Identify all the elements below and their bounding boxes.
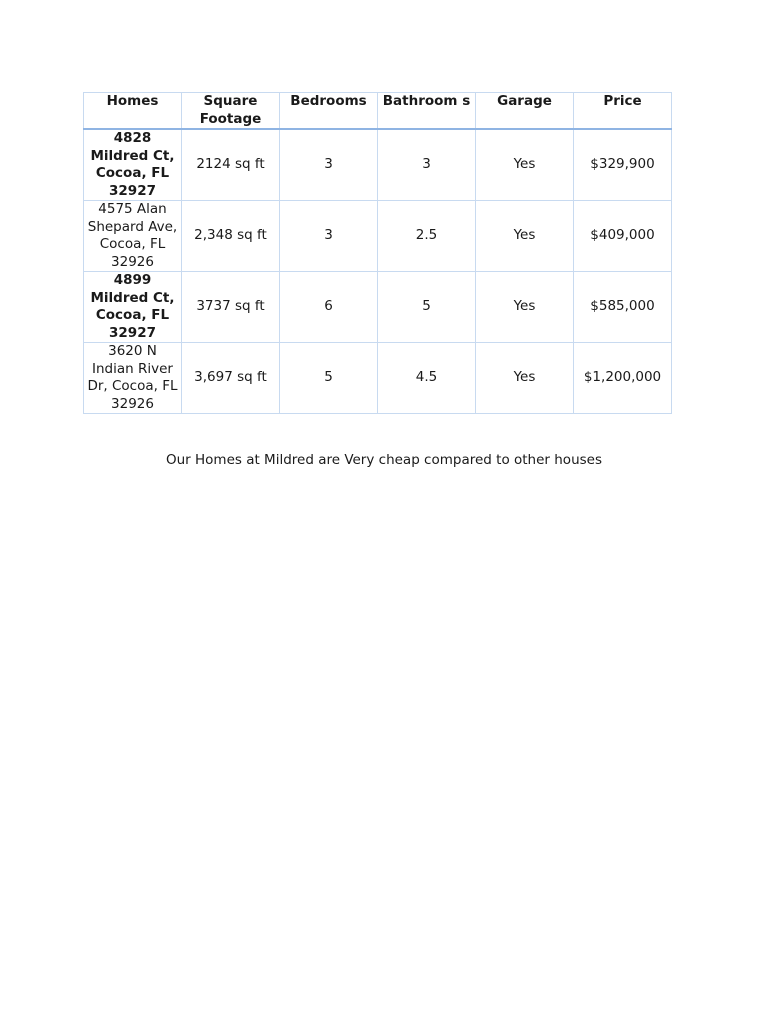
header-bedrooms: Bedrooms: [280, 93, 378, 130]
cell-bedrooms: 3: [280, 201, 378, 272]
header-bathrooms: Bathroom s: [378, 93, 476, 130]
cell-garage: Yes: [476, 343, 574, 414]
cell-price: $409,000: [574, 201, 672, 272]
table-row: [84, 129, 672, 201]
cell-garage: Yes: [476, 201, 574, 272]
cell-square-footage: 3737 sq ft: [182, 272, 280, 343]
cell-garage: Yes: [476, 129, 574, 201]
cell-bedrooms: 3: [280, 129, 378, 201]
cell-bathrooms: 4.5: [378, 343, 476, 414]
table-row: [84, 343, 672, 414]
cell-bedrooms: 6: [280, 272, 378, 343]
cell-price: $329,900: [574, 129, 672, 201]
header-homes: Homes: [84, 93, 182, 130]
cell-home-address: 4828 Mildred Ct, Cocoa, FL 32927: [84, 129, 182, 201]
homes-comparison-table: [83, 92, 672, 414]
cell-price: $585,000: [574, 272, 672, 343]
cell-square-footage: 2,348 sq ft: [182, 201, 280, 272]
cell-square-footage: 2124 sq ft: [182, 129, 280, 201]
header-price: Price: [574, 93, 672, 130]
cell-bathrooms: 5: [378, 272, 476, 343]
cell-price: $1,200,000: [574, 343, 672, 414]
cell-bathrooms: 3: [378, 129, 476, 201]
table-header-row: [84, 93, 672, 130]
table-row: [84, 272, 672, 343]
cell-bedrooms: 5: [280, 343, 378, 414]
cell-square-footage: 3,697 sq ft: [182, 343, 280, 414]
caption-text: Our Homes at Mildred are Very cheap compared to other houses: [165, 451, 602, 468]
cell-home-address: 4575 Alan Shepard Ave, Cocoa, FL 32926: [84, 201, 182, 272]
cell-home-address: 4899 Mildred Ct, Cocoa, FL 32927: [84, 272, 182, 343]
cell-home-address: 3620 N Indian River Dr, Cocoa, FL 32926: [84, 343, 182, 414]
cell-bathrooms: 2.5: [378, 201, 476, 272]
table-row: [84, 201, 672, 272]
header-square-footage: Square Footage: [182, 93, 280, 130]
cell-garage: Yes: [476, 272, 574, 343]
header-garage: Garage: [476, 93, 574, 130]
